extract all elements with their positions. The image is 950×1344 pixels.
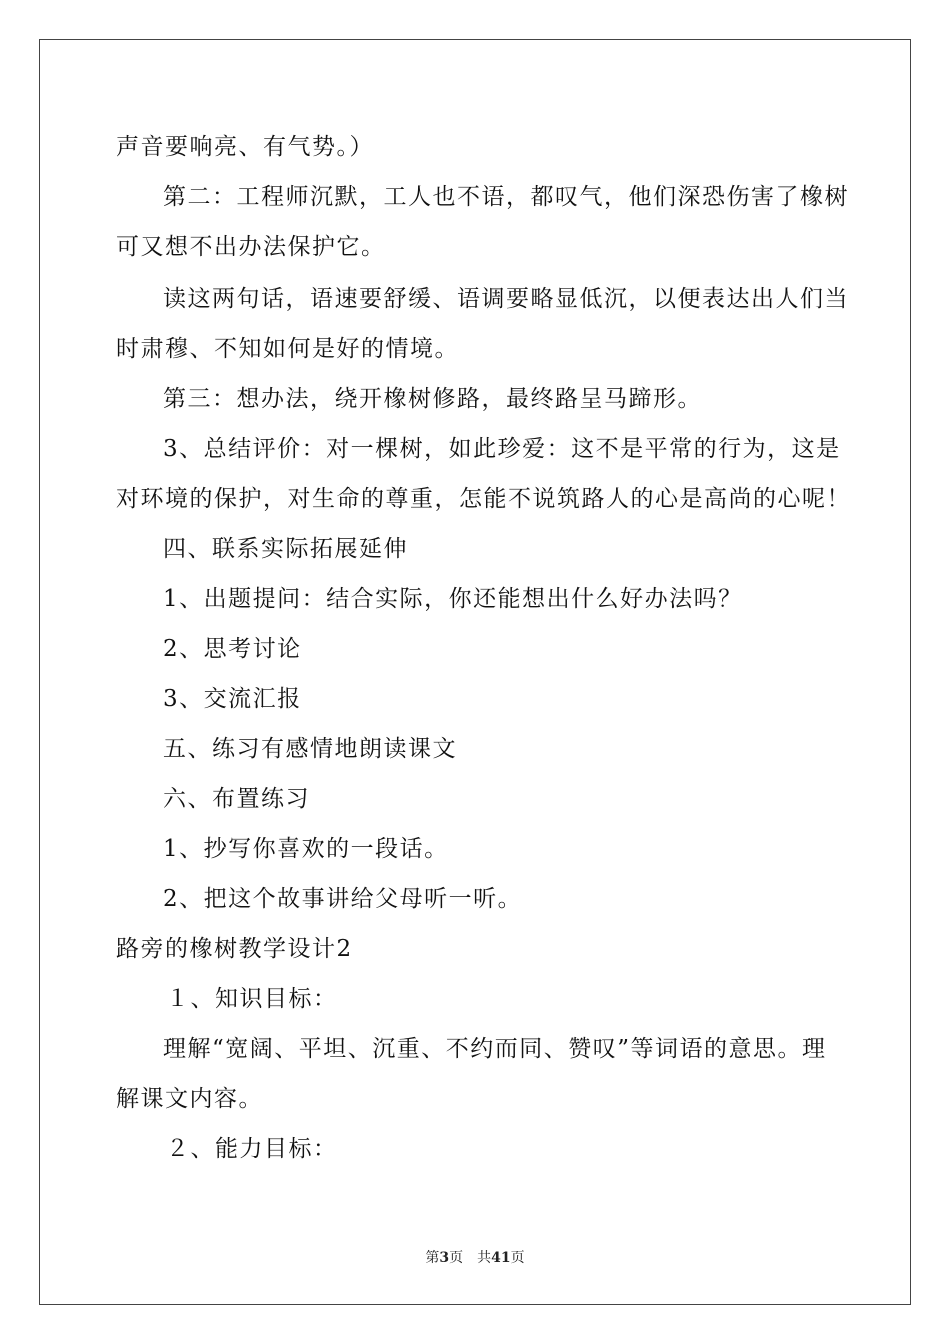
text-line: 解课文内容。: [116, 1086, 263, 1112]
text-line: 对环境的保护，对生命的尊重，怎能不说筑路人的心是高尚的心呢！: [116, 486, 851, 512]
text-line: 可又想不出办法保护它。: [116, 234, 386, 260]
text-line: 2、把这个故事讲给父母听一听。: [163, 886, 523, 912]
section-heading: ２、能力目标：: [166, 1136, 338, 1162]
document-title: 路旁的橡树教学设计2: [116, 936, 353, 962]
text-line: 2、思考讨论: [163, 636, 302, 662]
footer-suffix: 页: [510, 1250, 525, 1266]
footer-prefix: 第: [425, 1250, 440, 1266]
section-heading: １、知识目标：: [166, 986, 338, 1012]
text-line: 时肃穆、不知如何是好的情境。: [116, 336, 459, 362]
text-line: 第二：工程师沉默，工人也不语，都叹气，他们深恐伤害了橡树: [163, 184, 849, 210]
footer-mid: 页 共: [449, 1250, 492, 1266]
text-line: 声音要响亮、有气势。）: [116, 134, 374, 160]
page-footer: [0, 1247, 950, 1267]
text-line: 第三：想办法，绕开橡树修路，最终路呈马蹄形。: [163, 386, 702, 412]
section-heading: 四、联系实际拓展延伸: [163, 536, 408, 562]
section-heading: 六、布置练习: [163, 786, 310, 812]
text-line: 1、出题提问：结合实际，你还能想出什么好办法吗？: [163, 586, 743, 612]
total-page-number: 41: [491, 1250, 511, 1266]
text-line: 3、交流汇报: [163, 686, 302, 712]
section-heading: 五、练习有感情地朗读课文: [163, 736, 457, 762]
text-line: 读这两句话，语速要舒缓、语调要略显低沉，以便表达出人们当: [163, 286, 849, 312]
current-page-number: 3: [439, 1250, 450, 1266]
text-line: 理解“宽阔、平坦、沉重、不约而同、赞叹”等词语的意思。理: [163, 1036, 827, 1062]
text-line: 3、总结评价：对一棵树，如此珍爱：这不是平常的行为，这是: [163, 436, 841, 462]
page-frame: [39, 39, 911, 1305]
text-line: 1、抄写你喜欢的一段话。: [163, 836, 449, 862]
